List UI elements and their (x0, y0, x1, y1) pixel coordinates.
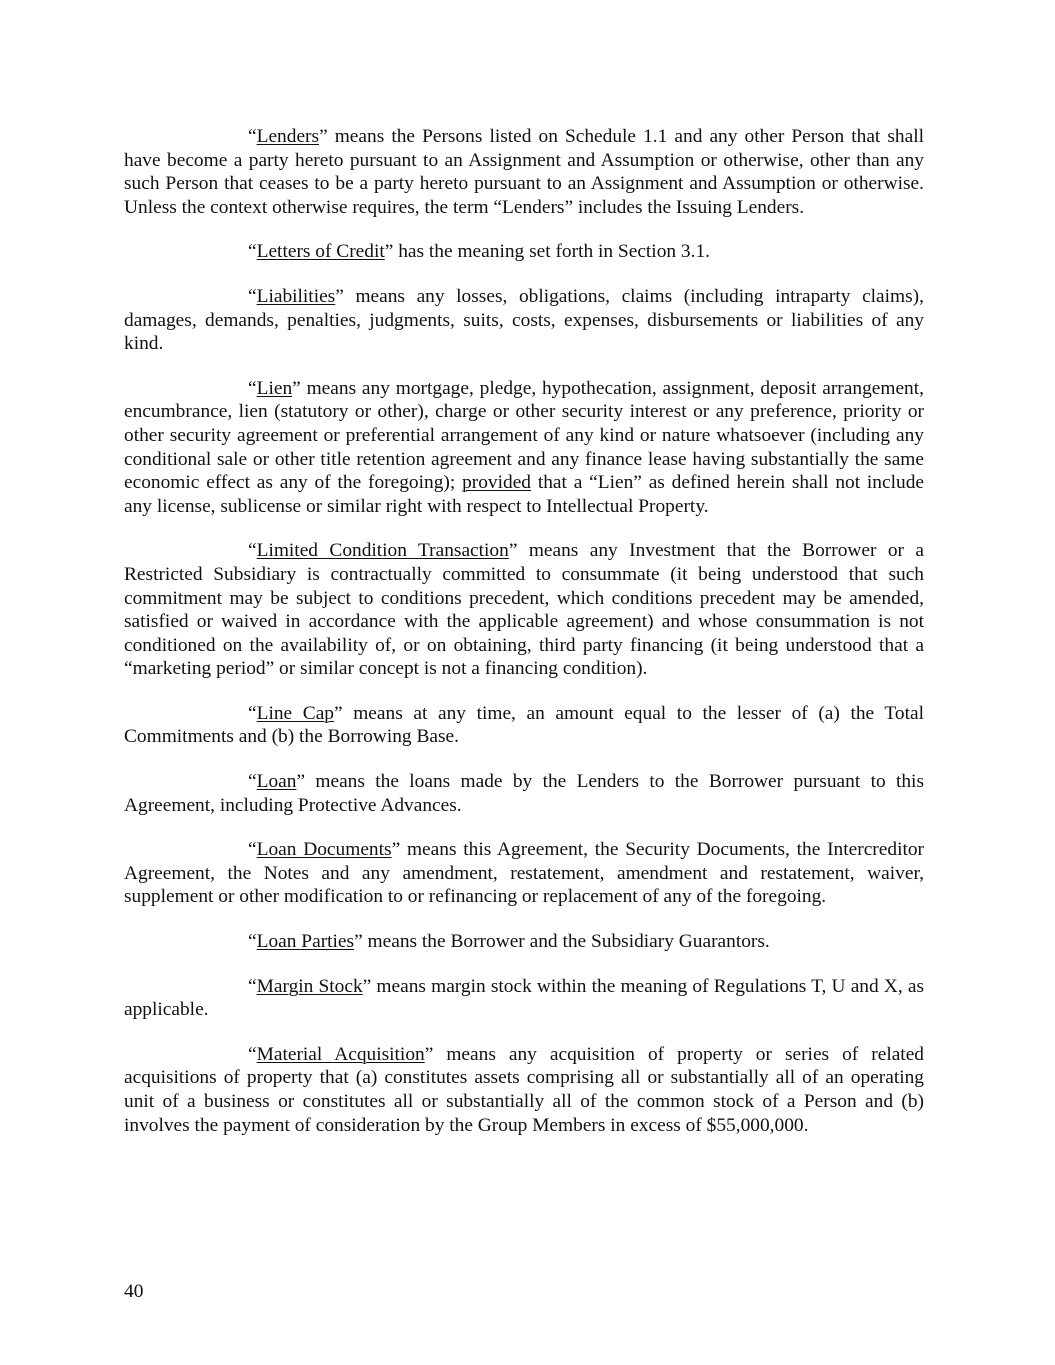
document-page (124, 125, 924, 1158)
definition-text: ” means any mortgage, pledge, hypothecation, assignment, deposit arrangement, encumbrance, lien (statutory or other), charge or other security interest or any preference, priority or other security agreement or preferential arrangement of any kind or nature whatsoever (including any conditional sale or other title retention agreement and any finance lease having substantially the same economic effect as any of the foregoing); (124, 377, 924, 494)
defined-term: Margin Stock (256, 975, 363, 997)
proviso-term: provided (462, 472, 532, 494)
definition-loan-documents (124, 838, 924, 909)
definition-line-cap (124, 702, 924, 749)
definition-text: ” means any acquisition of property or series of related acquisitions of property that (a) constitutes assets comprising all or substantially all of an operating unit of a business or constitutes all or substantially all of the common stock of a Person and (b) involves the payment of consideration by the Group Members in excess of $55,000,000. (124, 1043, 924, 1136)
open-quote: “ (248, 702, 257, 724)
defined-term: Lenders (256, 126, 320, 147)
definition-text: ” has the meaning set forth in Section 3.1. (384, 241, 711, 263)
definition-lenders (124, 125, 924, 219)
defined-term: Loan (256, 771, 297, 793)
defined-term: Letters of Credit (256, 241, 385, 263)
defined-term: Loan Parties (256, 931, 355, 953)
definition-material-acquisition (124, 1043, 924, 1137)
defined-term: Limited Condition Transaction (256, 540, 509, 562)
open-quote: “ (248, 839, 257, 861)
definition-text: ” means the Borrower and the Subsidiary Guarantors. (354, 931, 770, 953)
open-quote: “ (248, 975, 257, 997)
open-quote: “ (248, 285, 257, 307)
open-quote: “ (248, 931, 257, 953)
defined-term: Liabilities (256, 285, 336, 307)
open-quote: “ (248, 241, 257, 263)
definition-loan (124, 770, 924, 817)
open-quote: “ (248, 540, 257, 562)
definition-text: ” means the Persons listed on Schedule 1.1 and any other Person that shall have become a party hereto pursuant to an Assignment and Assumption or otherwise, other than any such Person that ceases to be a party hereto pursuant to an Assignment and Assumption or otherwise. Unless the context otherwise requires, the term “Lenders” includes the Issuing Lenders. (124, 126, 924, 218)
definition-text: ” means at any time, an amount equal to the lesser of (a) the Total Commitments and (b) the Borrowing Base. (124, 702, 924, 748)
definition-text: ” means margin stock within the meaning of Regulations T, U and X, as applicable. (124, 975, 924, 1021)
defined-term: Lien (256, 377, 293, 399)
page-number: 40 (124, 1281, 144, 1302)
definition-text: ” means any losses, obligations, claims (including intraparty claims), damages, demands, penalties, judgments, suits, costs, expenses, disbursements or liabilities of any kind. (124, 285, 924, 355)
definition-lien (124, 377, 924, 519)
open-quote: “ (248, 377, 257, 399)
open-quote: “ (248, 771, 257, 793)
defined-term: Material Acquisition (256, 1043, 425, 1065)
open-quote: “ (248, 1043, 257, 1065)
definition-margin-stock (124, 975, 924, 1022)
definition-text: ” means any Investment that the Borrower or a Restricted Subsidiary is contractually committed to consummate (it being understood that such commitment may be subject to conditions precedent, which conditions precedent may be amended, satisfied or waived in accordance with the applicable agreement) and whose consummation is not conditioned on the availability of, or on obtaining, third party financing (it being understood that a “marketing period” or similar concept is not a financing condition). (124, 540, 924, 680)
defined-term: Line Cap (256, 702, 334, 724)
definition-liabilities (124, 285, 924, 356)
definition-limited-condition-transaction (124, 539, 924, 681)
definition-loan-parties (124, 930, 924, 954)
defined-term: Loan Documents (256, 839, 392, 861)
open-quote: “ (248, 126, 257, 147)
definition-text-tail: that a “Lien” as defined herein shall not include any license, sublicense or similar right with respect to Intellectual Property. (124, 472, 924, 517)
definition-text: ” means this Agreement, the Security Documents, the Intercreditor Agreement, the Notes and any amendment, restatement, amendment and restatement, waiver, supplement or other modification to or refinancing or replacement of any of the foregoing. (124, 839, 924, 908)
definition-letters-of-credit (124, 240, 924, 264)
definition-text: ” means the loans made by the Lenders to the Borrower pursuant to this Agreement, including Protective Advances. (124, 771, 924, 816)
